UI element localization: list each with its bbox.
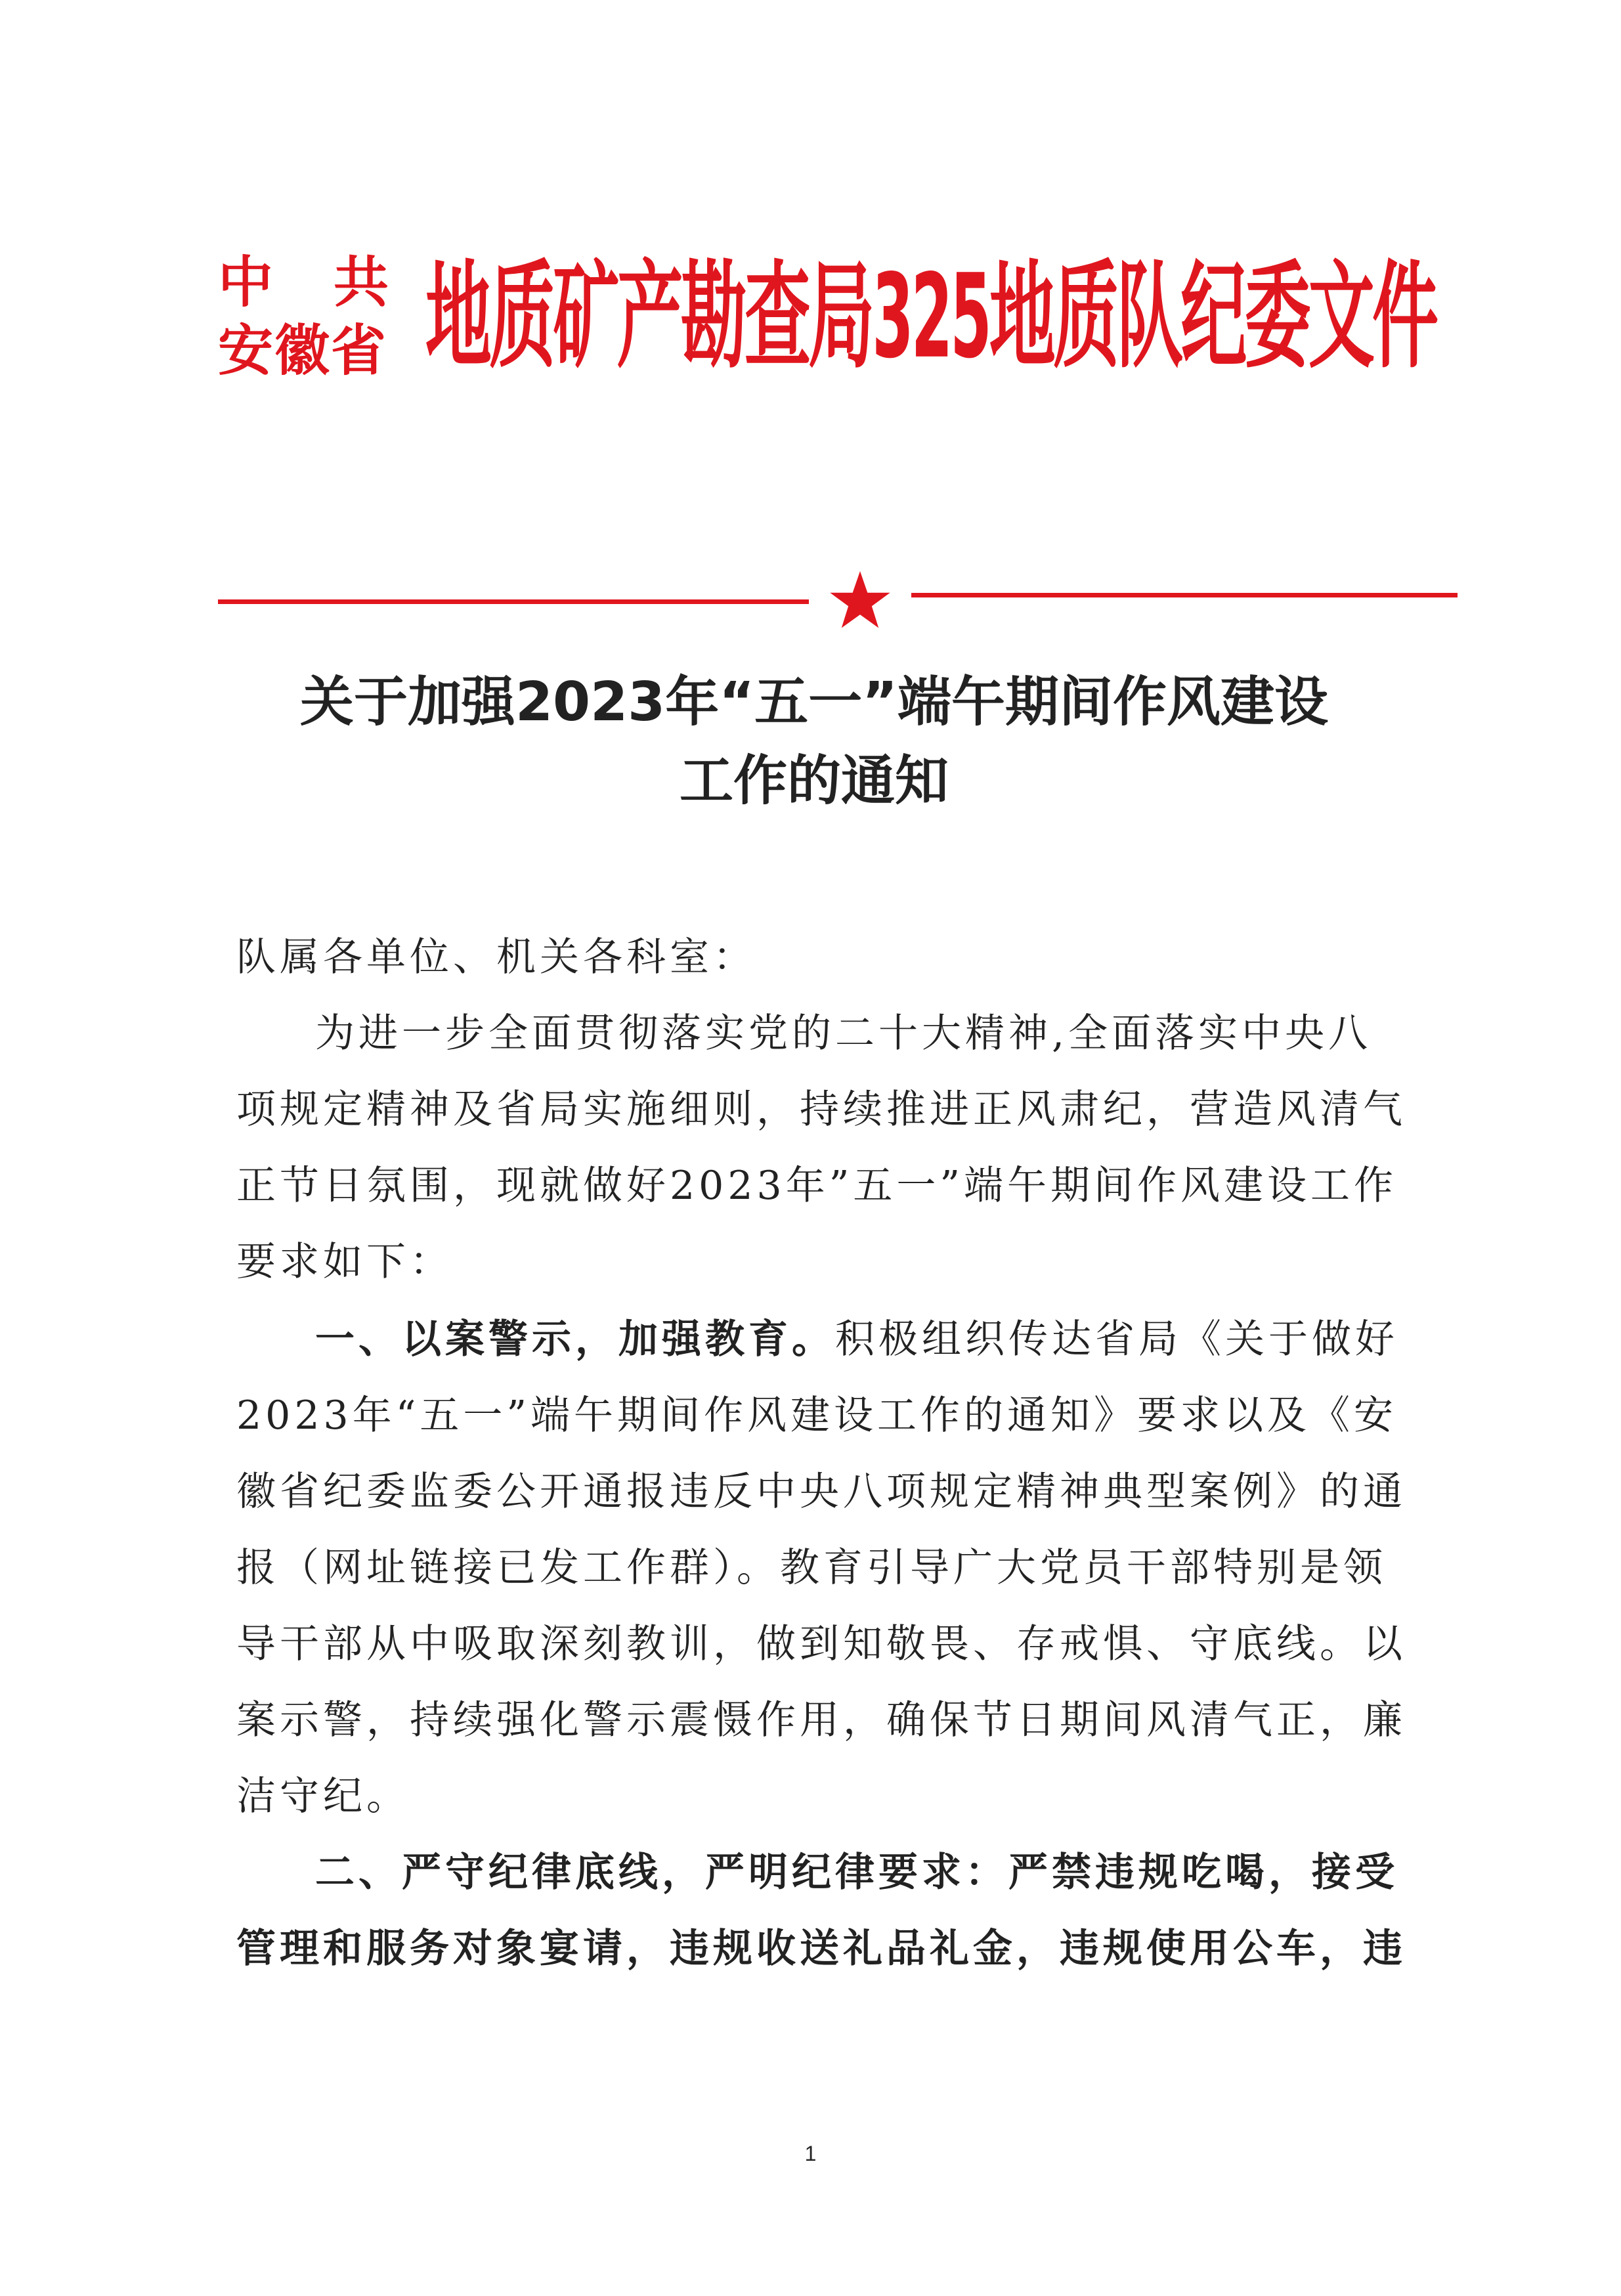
section-one-body: 积极组织传达省局《关于做好2023年“五一”端午期间作风建设工作的通知》要求以及《安徽省纪委监委公开通报违反中央八项规定精神典型案例》的通报（网址链接已发工作群）。教育引导广大党员干部特别是领导干部从中吸取深刻教训，做到知敬畏、存戒惧、守底线。以案示警，持续强化警示震慑作用，确保节日期间风清气正，廉洁守纪。 (236, 1316, 1406, 1819)
paragraph-section-two: 二、严守纪律底线，严明纪律要求：严禁违规吃喝，接受管理和服务对象宴请，违规收送礼品礼金，违规使用公车，违 (236, 1850, 1406, 1972)
salutation: 队属各单位、机关各科室： (236, 934, 756, 980)
paragraph-section-one (236, 1301, 1412, 1834)
org-char-gong: 共 (333, 250, 389, 314)
header-divider-left (218, 599, 809, 604)
org-province: 安徽省 (218, 318, 388, 383)
header-title-text: 地质矿产勘查局325地质队纪委文件 (425, 249, 1437, 384)
document-title-line2: 工作的通知 (679, 750, 949, 812)
red-star-icon (829, 570, 892, 633)
issuing-organization (218, 248, 402, 385)
document-title (197, 663, 1431, 821)
section-one-heading: 一、以案警示，加强教育。 (315, 1316, 835, 1362)
header-divider-right (911, 593, 1458, 597)
page-number: 1 (804, 2142, 817, 2165)
paragraph-intro: 为进一步全面贯彻落实党的二十大精神,全面落实中央八项规定精神及省局实施细则，持续推进正风肃纪，营造风清气正节日氛围，现就做好2023年”五一”端午期间作风建设工作要求如下： (236, 1010, 1406, 1285)
document-header-title (425, 218, 1450, 415)
document-title-line1: 关于加强2023年“五一”端午期间作风建设 (299, 671, 1328, 733)
org-char-zhong: 中 (218, 250, 274, 314)
